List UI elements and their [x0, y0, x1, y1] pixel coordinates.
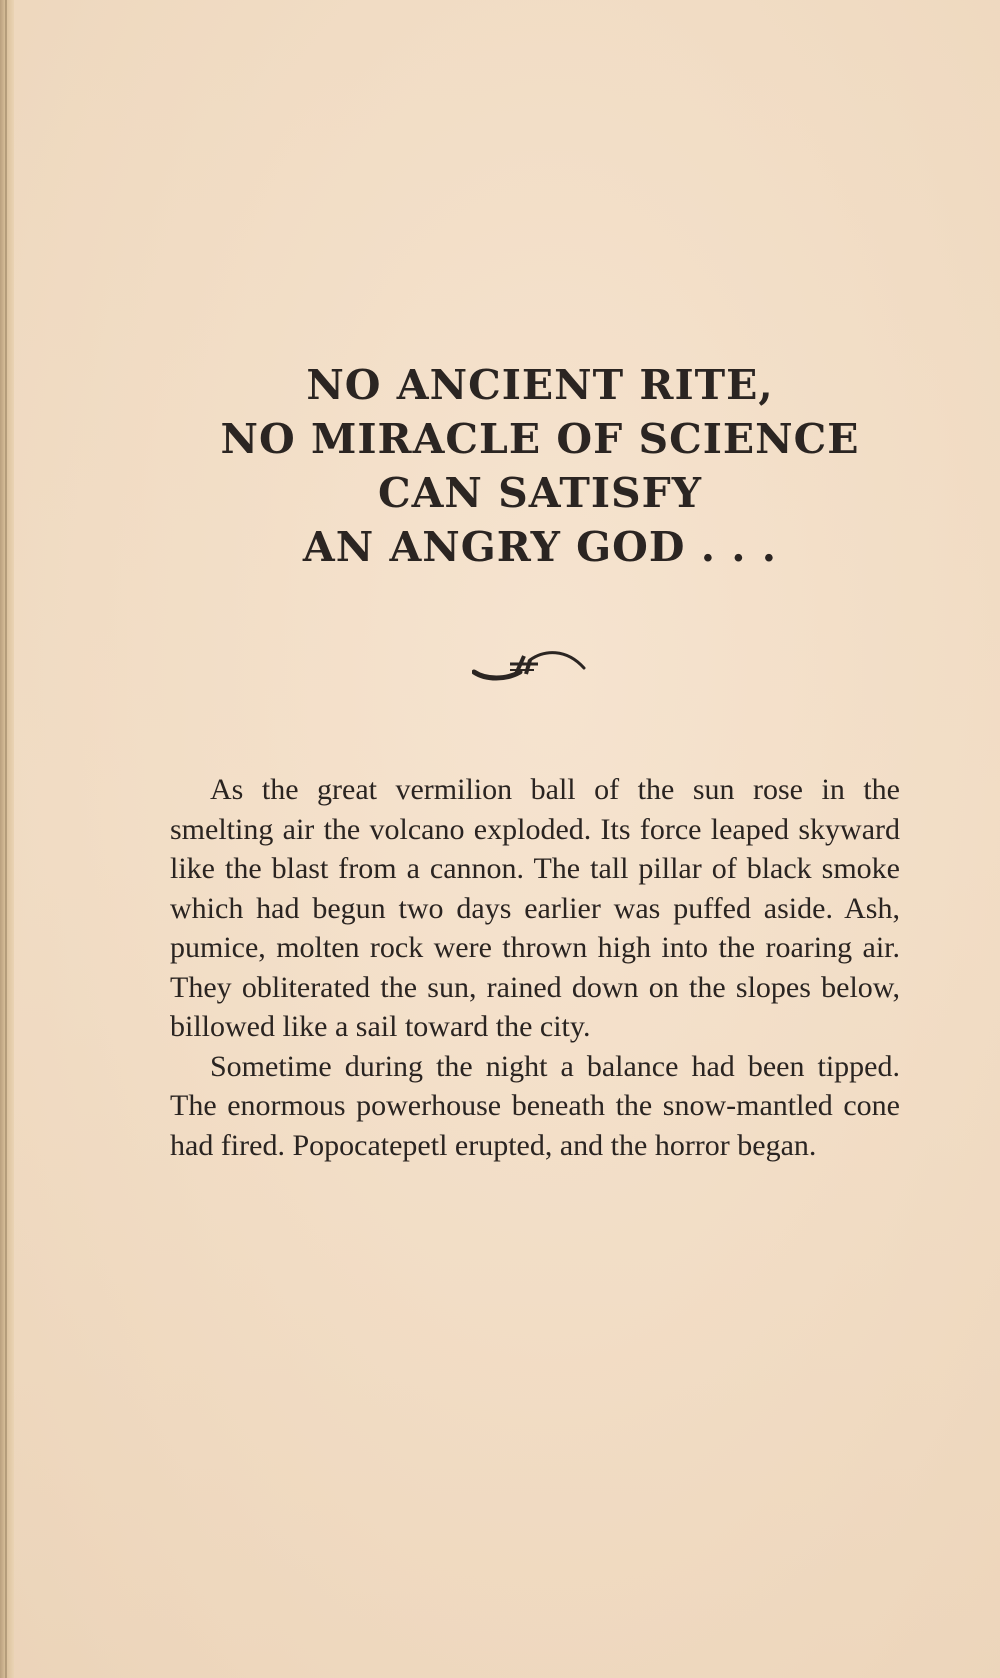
spine-crease: [5, 0, 7, 1678]
headline: [100, 358, 980, 574]
paragraph: As the great vermilion ball of the sun rose in the smelting air the volcano exploded. Its force leaped skyward like the blast from a cannon. The tall pillar of black smoke which had begun two days earlier was puffed aside. Ash, pumice, molten rock were thrown high into the roaring air. They obliterated the sun, rained down on the slopes below, billowed like a sail toward the city.: [170, 773, 900, 1043]
headline-line: NO MIRACLE OF SCIENCE: [220, 415, 860, 463]
paragraph: Sometime during the night a balance had been tipped. The enormous powerhouse beneath the snow-mantled cone had fired. Popocatepetl erupted, and the horror began.: [170, 1049, 900, 1162]
headline-line: NO ANCIENT RITE,: [306, 361, 774, 409]
headline-line: CAN SATISFY: [377, 469, 703, 517]
flourish-ornament-icon: [472, 646, 592, 690]
headline-line: AN ANGRY GOD . . .: [302, 523, 778, 571]
body-text: [170, 770, 900, 1165]
page-spine-edge: [0, 0, 14, 1678]
